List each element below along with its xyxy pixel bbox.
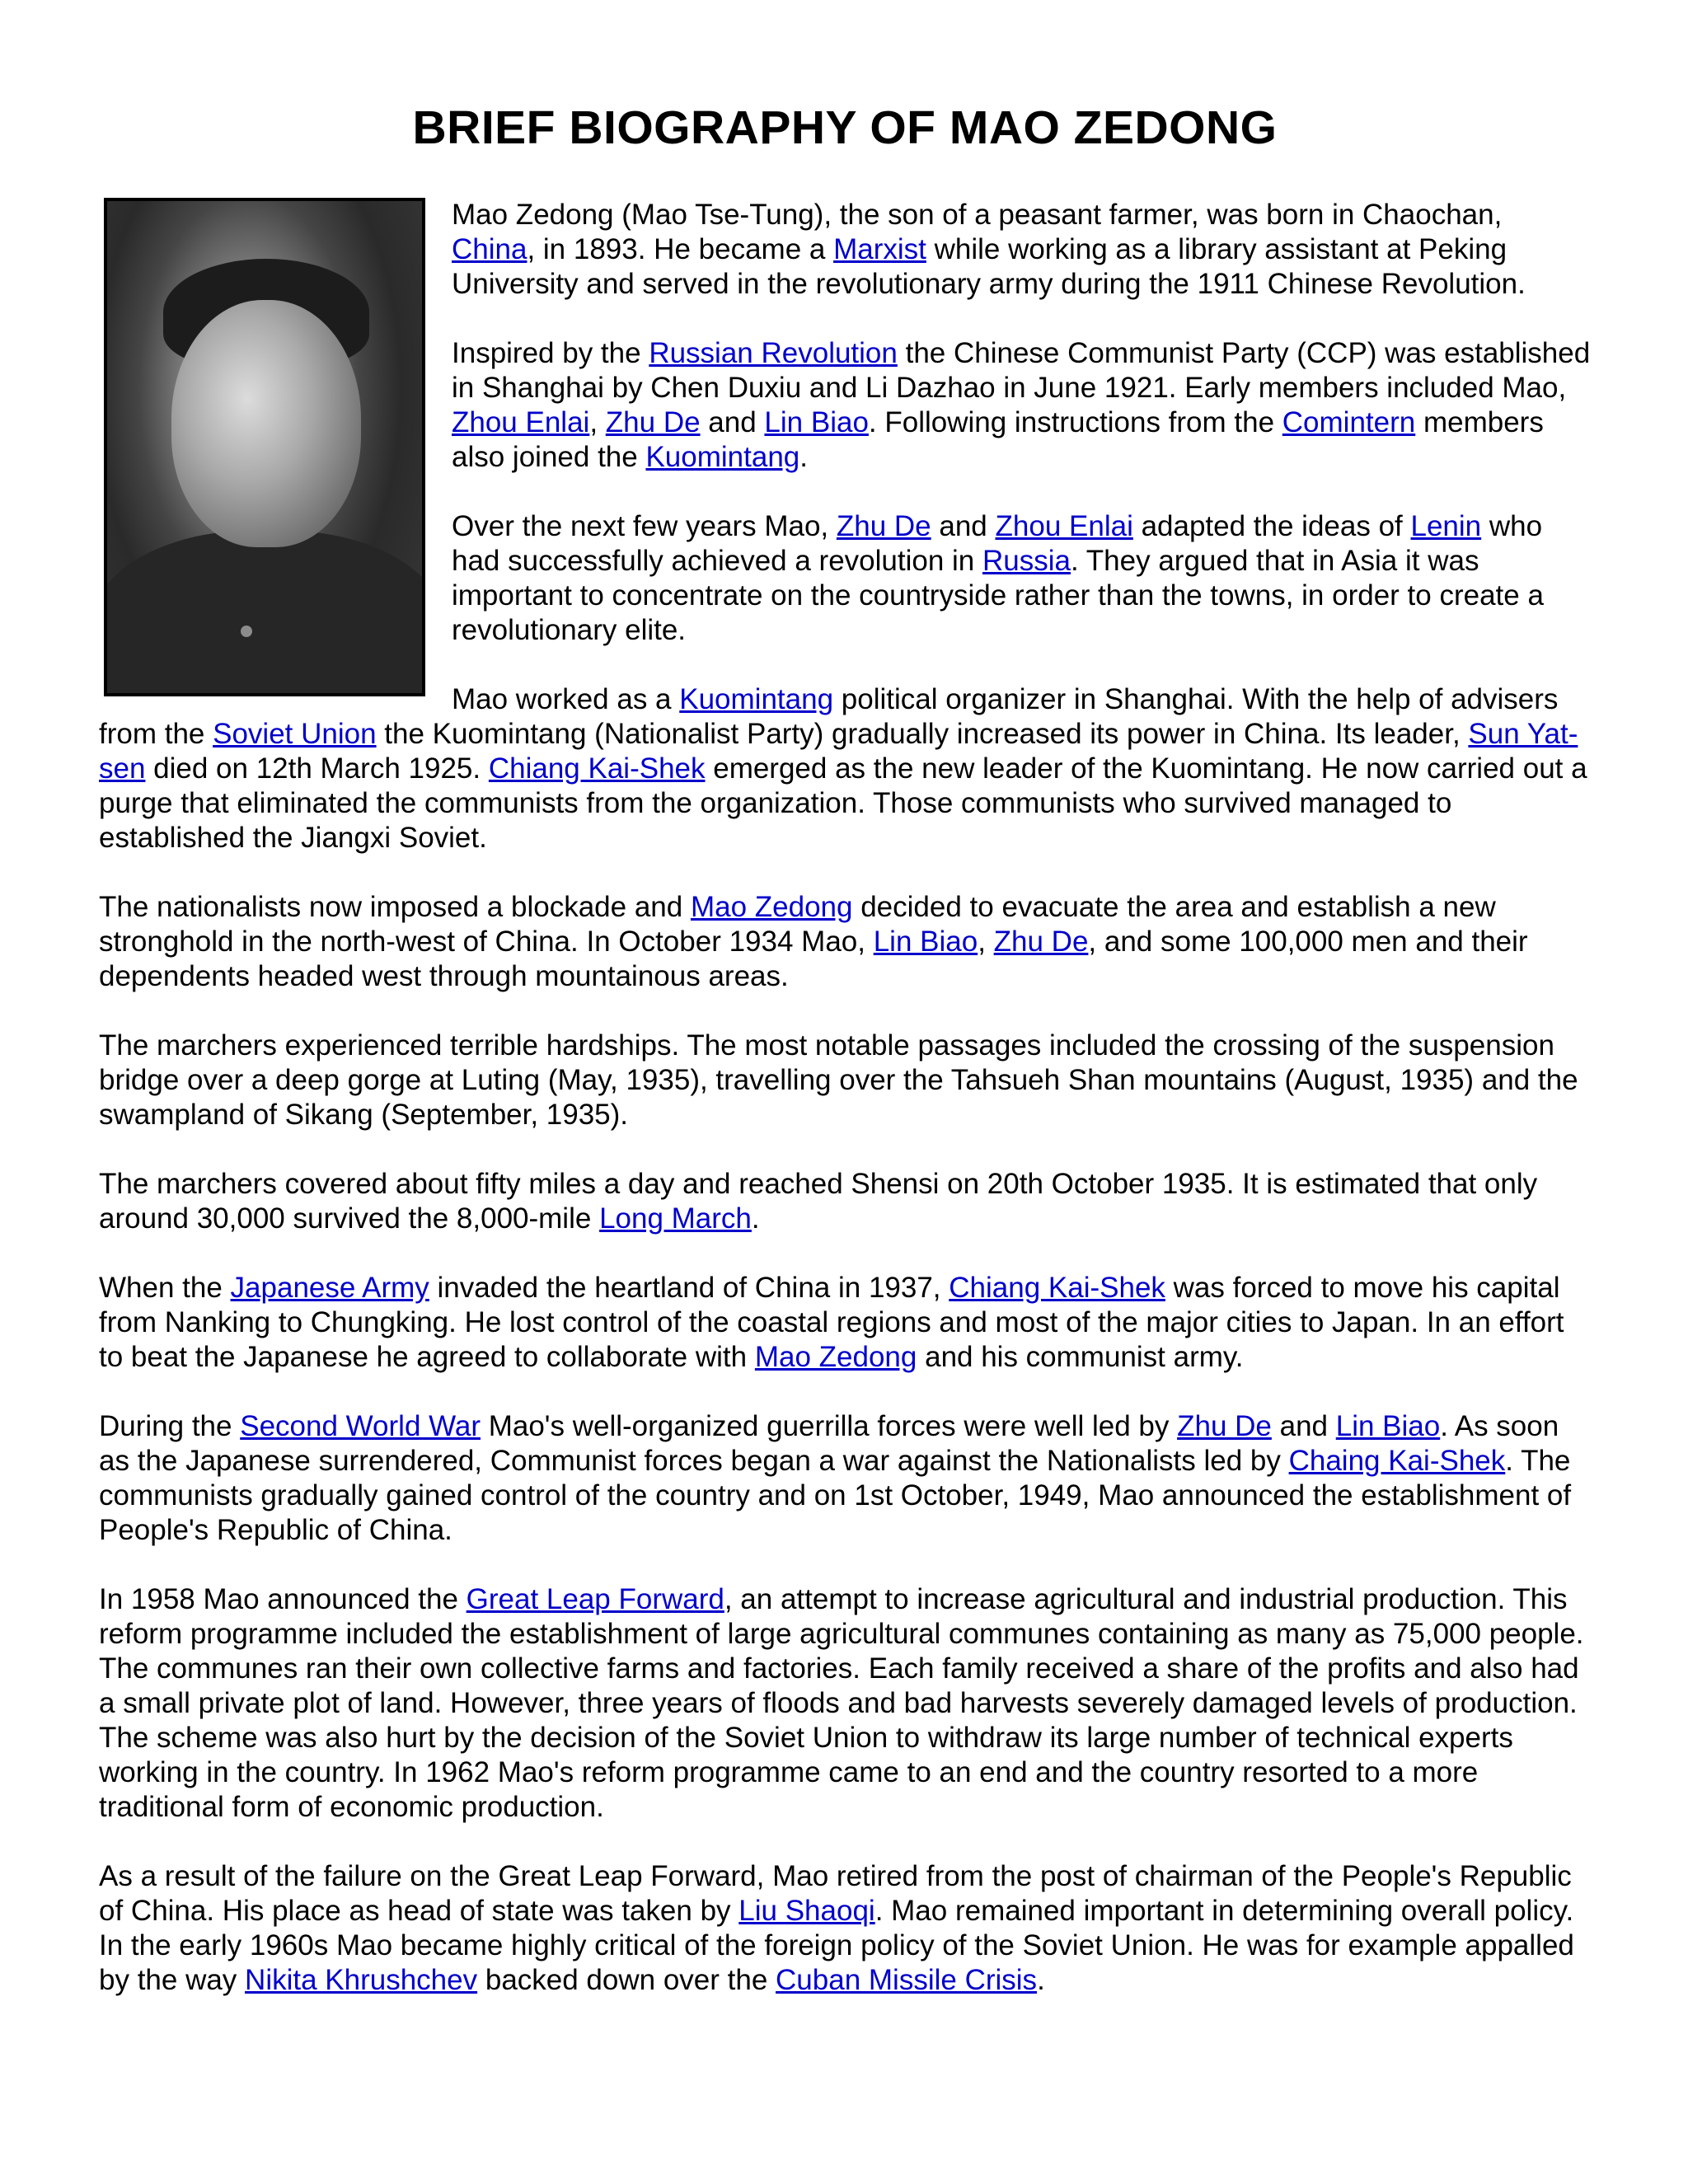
link-cuban-missile-crisis[interactable]: Cuban Missile Crisis	[776, 1964, 1038, 1996]
mao-zedong-portrait-photo	[104, 198, 425, 696]
document-page	[99, 91, 1591, 2032]
link-soviet-union[interactable]: Soviet Union	[213, 718, 377, 750]
link-nikita-khrushchev[interactable]: Nikita Khrushchev	[245, 1964, 478, 1996]
link-zhu-de[interactable]: Zhu De	[605, 406, 701, 438]
link-lin-biao[interactable]: Lin Biao	[873, 926, 978, 958]
link-russian-revolution[interactable]: Russian Revolution	[649, 337, 898, 369]
paragraph-9: During the Second World War Mao's well-organized guerrilla forces were well led by Zhu De and Lin Biao. As soon as the Japanese surrendered, Communist forces began a war against the Nationalists led by Chaing Kai-Shek. The communists gradually gained control of the country and on 1st October, 1949, Mao announced the establishment of People's Republic of China.	[99, 1410, 1572, 1546]
link-comintern[interactable]: Comintern	[1282, 406, 1416, 438]
link-zhu-de[interactable]: Zhu De	[1177, 1410, 1272, 1442]
paragraph-4: Mao worked as a Kuomintang political organizer in Shanghai. With the help of advisers from the Soviet Union the Kuomintang (Nationalist Party) gradually increased its power in China. Its leader, Sun Yat-sen died on 12th March 1925. Chiang Kai-Shek emerged as the new leader of the Kuomintang. He now carried out a purge that eliminated the communists from the organization. Those communists who survived managed to established the Jiangxi Soviet.	[99, 683, 1587, 854]
paragraph-7: The marchers covered about fifty miles a day and reached Shensi on 20th October 1935. It is estimated that only around 30,000 survived the 8,000-mile Long March.	[99, 1168, 1538, 1235]
link-marxist[interactable]: Marxist	[833, 233, 926, 265]
paragraph-11: As a result of the failure on the Great Leap Forward, Mao retired from the post of chairman of the People's Republic of China. His place as head of state was taken by Liu Shaoqi. Mao remained important in determining overall policy. In the early 1960s Mao became highly critical of the foreign policy of the Soviet Union. He was for example appalled by the way Nikita Khrushchev backed down over the Cuban Missile Crisis.	[99, 1860, 1574, 1996]
paragraph-2: Inspired by the Russian Revolution the Chinese Communist Party (CCP) was established in Shanghai by Chen Duxiu and Li Dazhao in June 1921. Early members included Mao, Zhou Enlai, Zhu De and Lin Biao. Following instructions from the Comintern members also joined the Kuomintang.	[452, 337, 1591, 473]
link-chiang-kai-shek[interactable]: Chiang Kai-Shek	[949, 1272, 1165, 1304]
link-lin-biao[interactable]: Lin Biao	[1335, 1410, 1441, 1442]
paragraph-1: Mao Zedong (Mao Tse-Tung), the son of a peasant farmer, was born in Chaochan, China, in 1893. He became a Marxist while working as a library assistant at Peking University and served in the revolutionary army during the 1911 Chinese Revolution.	[452, 199, 1526, 300]
link-japanese-army[interactable]: Japanese Army	[230, 1272, 429, 1304]
paragraph-10: In 1958 Mao announced the Great Leap Forward, an attempt to increase agricultural and industrial production. This reform programme included the establishment of large agricultural communes containing as many as 75,000 people. The communes ran their own collective farms and factories. Each family received a share of the profits and also had a small private plot of land. However, three years of floods and bad harvests severely damaged levels of production. The scheme was also hurt by the decision of the Soviet Union to withdraw its large number of technical experts working in the country. In 1962 Mao's reform programme came to an end and the country resorted to a more traditional form of economic production.	[99, 1583, 1584, 1823]
link-chaing-kai-shek[interactable]: Chaing Kai-Shek	[1288, 1445, 1506, 1477]
link-lin-biao[interactable]: Lin Biao	[764, 406, 869, 438]
link-lenin[interactable]: Lenin	[1410, 510, 1482, 542]
link-mao-zedong[interactable]: Mao Zedong	[690, 891, 853, 923]
link-zhu-de[interactable]: Zhu De	[836, 510, 931, 542]
paragraph-6: The marchers experienced terrible hardships. The most notable passages included the crossing of the suspension bridge over a deep gorge at Luting (May, 1935), travelling over the Tahsueh Shan mountains (August, 1935) and the swampland of Sikang (September, 1935).	[99, 1029, 1578, 1131]
link-kuomintang[interactable]: Kuomintang	[645, 441, 800, 473]
link-chiang-kai-shek[interactable]: Chiang Kai-Shek	[488, 752, 706, 785]
paragraph-3: Over the next few years Mao, Zhu De and Zhou Enlai adapted the ideas of Lenin who had successfully achieved a revolution in Russia. They argued that in Asia it was important to concentrate on the countryside rather than the towns, in order to create a revolutionary elite.	[452, 510, 1544, 646]
link-liu-shaoqi[interactable]: Liu Shaoqi	[738, 1895, 875, 1927]
link-second-world-war[interactable]: Second World War	[240, 1410, 481, 1442]
link-long-march[interactable]: Long March	[599, 1202, 752, 1235]
link-zhou-enlai[interactable]: Zhou Enlai	[452, 406, 590, 438]
page-title: BRIEF BIOGRAPHY OF MAO ZEDONG	[412, 101, 1278, 154]
link-kuomintang[interactable]: Kuomintang	[679, 683, 834, 715]
paragraph-8: When the Japanese Army invaded the heartland of China in 1937, Chiang Kai-Shek was forced to move his capital from Nanking to Chungking. He lost control of the coastal regions and most of the major cities to Japan. In an effort to beat the Japanese he agreed to collaborate with Mao Zedong and his communist army.	[99, 1272, 1564, 1373]
link-zhou-enlai[interactable]: Zhou Enlai	[995, 510, 1133, 542]
paragraph-5: The nationalists now imposed a blockade and Mao Zedong decided to evacuate the area and establish a new stronghold in the north-west of China. In October 1934 Mao, Lin Biao, Zhu De, and some 100,000 men and their dependents headed west through mountainous areas.	[99, 891, 1528, 992]
link-great-leap-forward[interactable]: Great Leap Forward	[466, 1583, 724, 1615]
link-russia[interactable]: Russia	[982, 545, 1071, 577]
link-zhu-de[interactable]: Zhu De	[993, 926, 1089, 958]
link-sun-yat-sen[interactable]: Sun Yat-sen	[99, 718, 1578, 785]
link-china[interactable]: China	[452, 233, 528, 265]
link-mao-zedong[interactable]: Mao Zedong	[754, 1341, 917, 1373]
